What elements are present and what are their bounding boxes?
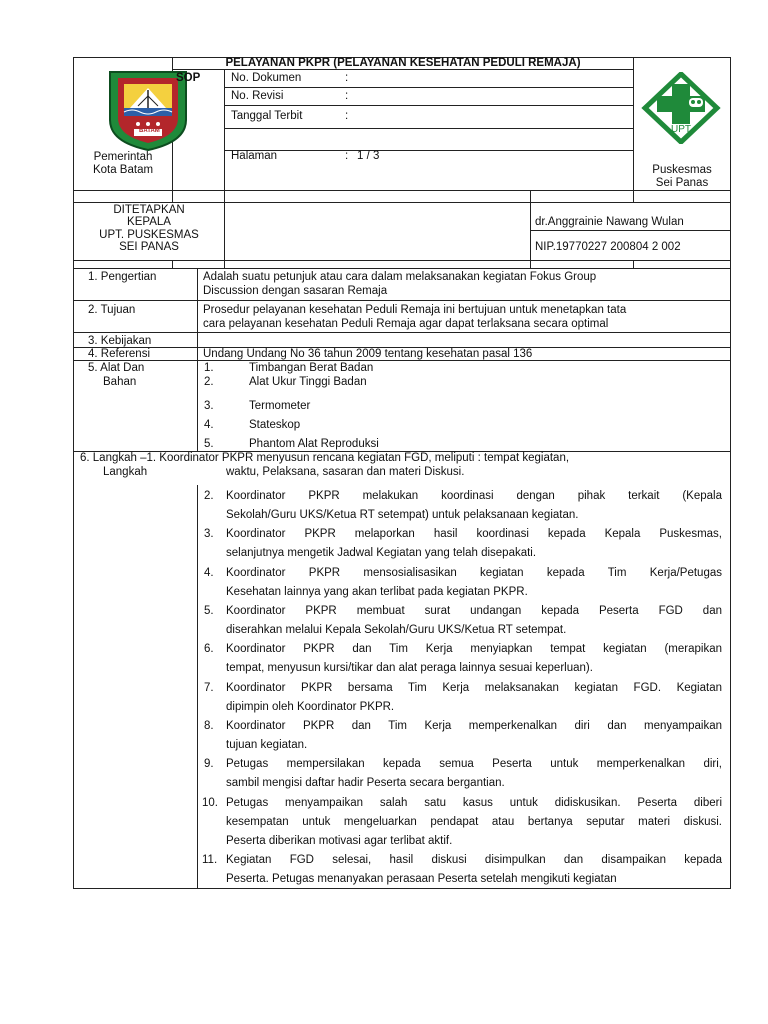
divider (633, 260, 634, 268)
step-num: 6. (204, 643, 214, 655)
pengertian-text: Discussion dengan sasaran Remaja (203, 285, 388, 297)
step-num: 4. (204, 567, 214, 579)
signature-line (530, 230, 730, 231)
border-left (73, 57, 74, 889)
section-label: Langkah (103, 466, 148, 478)
section-label: 4. Referensi (88, 348, 151, 360)
langkah-header: 6. Langkah –1. Koordinator PKPR menyusun rencana kegiatan FGD, meliputi : tempat kegiatan, (80, 452, 570, 464)
head-nip: NIP.19770227 200804 2 002 (535, 241, 681, 253)
step-num: 8. (204, 720, 214, 732)
step-text: Koordinator PKPR melaporkan hasil koordinasi kepada Kepala Puskesmas, (226, 528, 722, 540)
step-num: 10. (202, 797, 218, 809)
field-sep: : (345, 110, 349, 122)
list-num: 3. (204, 400, 214, 412)
head-name: dr.Anggrainie Nawang Wulan (535, 216, 684, 228)
step-text: Koordinator PKPR mensosialisasikan kegiatan kepada Tim Kerja/Petugas (226, 567, 722, 579)
list-num: 1. (204, 362, 214, 374)
step-text: sambil mengisi daftar hadir Peserta secara bergantian. (226, 777, 505, 789)
section-label: 5. Alat Dan (88, 362, 145, 374)
border-right (730, 57, 731, 889)
referensi-text: Undang Undang No 36 tahun 2009 tentang kesehatan pasal 136 (203, 348, 533, 360)
section-label: 1. Pengertian (88, 271, 157, 283)
divider (224, 150, 634, 151)
puskesmas-logo (641, 72, 721, 144)
section-label: Bahan (103, 376, 137, 388)
step-text: diserahkan melalui Kepala Sekolah/Guru UKS/Ketua RT setempat. (226, 624, 567, 636)
divider (73, 300, 731, 301)
field-sep: : (345, 72, 349, 84)
step-text: kesempatan untuk mengeluarkan pendapat atau bertanya seputar materi diskusi. (226, 816, 722, 828)
divider (73, 268, 731, 269)
field-label: No. Dokumen (231, 72, 302, 84)
list-num: 2. (204, 376, 214, 388)
step-text: Koordinator PKPR membuat surat undangan kepada Peserta FGD dan (226, 605, 722, 617)
border-bottom (73, 888, 731, 889)
step-num: 9. (204, 758, 214, 770)
document-title: PELAYANAN PKPR (PELAYANAN KESEHATAN PEDULI REMAJA) (225, 57, 581, 69)
tujuan-text: Prosedur pelayanan kesehatan Peduli Remaja ini bertujuan untuk menetapkan tata (203, 304, 627, 316)
page-number: 1 / 3 (357, 150, 380, 162)
step-text: Kesehatan lainnya yang akan terlibat pada kegiatan PKPR. (226, 586, 528, 598)
list-num: 5. (204, 438, 214, 450)
divider (172, 190, 173, 202)
step-text: Peserta diberikan motivasi agar terlibat aktif. (226, 835, 453, 847)
list-item: Phantom Alat Reproduksi (249, 438, 379, 450)
step-num: 3. (204, 528, 214, 540)
divider (224, 260, 225, 268)
divider (530, 190, 531, 260)
step-text: Koordinator PKPR bersama Tim Kerja melaksanakan kegiatan FGD. Kegiatan (226, 682, 722, 694)
field-sep: : (345, 150, 349, 162)
divider (530, 260, 531, 268)
divider (172, 260, 173, 268)
list-item: Timbangan Berat Badan (249, 362, 374, 374)
pengertian-text: Adalah suatu petunjuk atau cara dalam melaksanakan kegiatan Fokus Group (203, 271, 597, 283)
list-item: Termometer (249, 400, 311, 412)
step-text: dipimpin oleh Koordinator PKPR. (226, 701, 395, 713)
step-text: Petugas menyampaikan salah satu kasus untuk didiskusikan. Peserta diberi (226, 797, 722, 809)
step-text: selanjutnya mengetik Jadwal Kegiatan yang telah disepakati. (226, 547, 537, 559)
approval-line2: KEPALA (127, 216, 171, 228)
step-num: 7. (204, 682, 214, 694)
upt-label: UPT (671, 124, 691, 135)
field-label: Tanggal Terbit (231, 110, 303, 122)
approval-line4: SEI PANAS (119, 241, 179, 253)
org-line2: Sei Panas (655, 177, 709, 189)
field-label: Halaman (231, 150, 278, 162)
step-text: waktu, Pelaksana, sasaran dan materi Diskusi. (226, 466, 465, 478)
org-line1: Pemerintah (93, 151, 153, 163)
org-line1: Puskesmas (652, 164, 712, 176)
divider (73, 332, 731, 333)
step-text: Koordinator PKPR dan Tim Kerja menyiapkan tempat kegiatan (merapikan (226, 643, 722, 655)
tujuan-text: cara pelayanan kesehatan Peduli Remaja agar dapat terlaksana secara optimal (203, 318, 609, 330)
divider (633, 190, 634, 202)
divider (224, 190, 225, 260)
step-text: Koordinator PKPR dan Tim Kerja memperkenalkan diri dan menyampaikan (226, 720, 722, 732)
divider (224, 87, 634, 88)
step-num: 2. (204, 490, 214, 502)
sop-label: SOP (176, 72, 201, 84)
step-text: Peserta. Petugas menanyakan perasaan Peserta setelah mengikuti kegiatan (226, 873, 617, 885)
field-sep: : (345, 90, 349, 102)
step-text: Petugas mempersilakan kepada semua Peserta untuk memperkenalkan diri, (226, 758, 722, 770)
step-text: Koordinator PKPR melakukan koordinasi dengan pihak terkait (Kepala (226, 490, 722, 502)
step-text: Kegiatan FGD selesai, hasil diskusi disimpulkan dan disampaikan kepada (226, 854, 722, 866)
divider (224, 105, 634, 106)
list-item: Alat Ukur Tinggi Badan (249, 376, 367, 388)
step-text: tempat, menyusun kursi/tikar dan alat peraga lainnya sesuai keperluan). (226, 662, 593, 674)
list-item: Stateskop (249, 419, 301, 431)
approval-line1: DITETAPKAN (113, 204, 185, 216)
step-num: 11. (202, 854, 218, 866)
step-text: tujuan kegiatan. (226, 739, 308, 751)
emblem-label: BATAM (139, 128, 160, 134)
field-label: No. Revisi (231, 90, 284, 102)
divider (224, 128, 634, 129)
step-text: Sekolah/Guru UKS/Ketua RT setempat) untuk pelaksanaan kegiatan. (226, 509, 579, 521)
org-line2: Kota Batam (92, 164, 154, 176)
list-num: 4. (204, 419, 214, 431)
section-label: 2. Tujuan (88, 304, 136, 316)
step-num: 5. (204, 605, 214, 617)
approval-line3: UPT. PUSKESMAS (99, 229, 199, 241)
divider (197, 485, 198, 889)
section-label: 3. Kebijakan (88, 335, 152, 347)
